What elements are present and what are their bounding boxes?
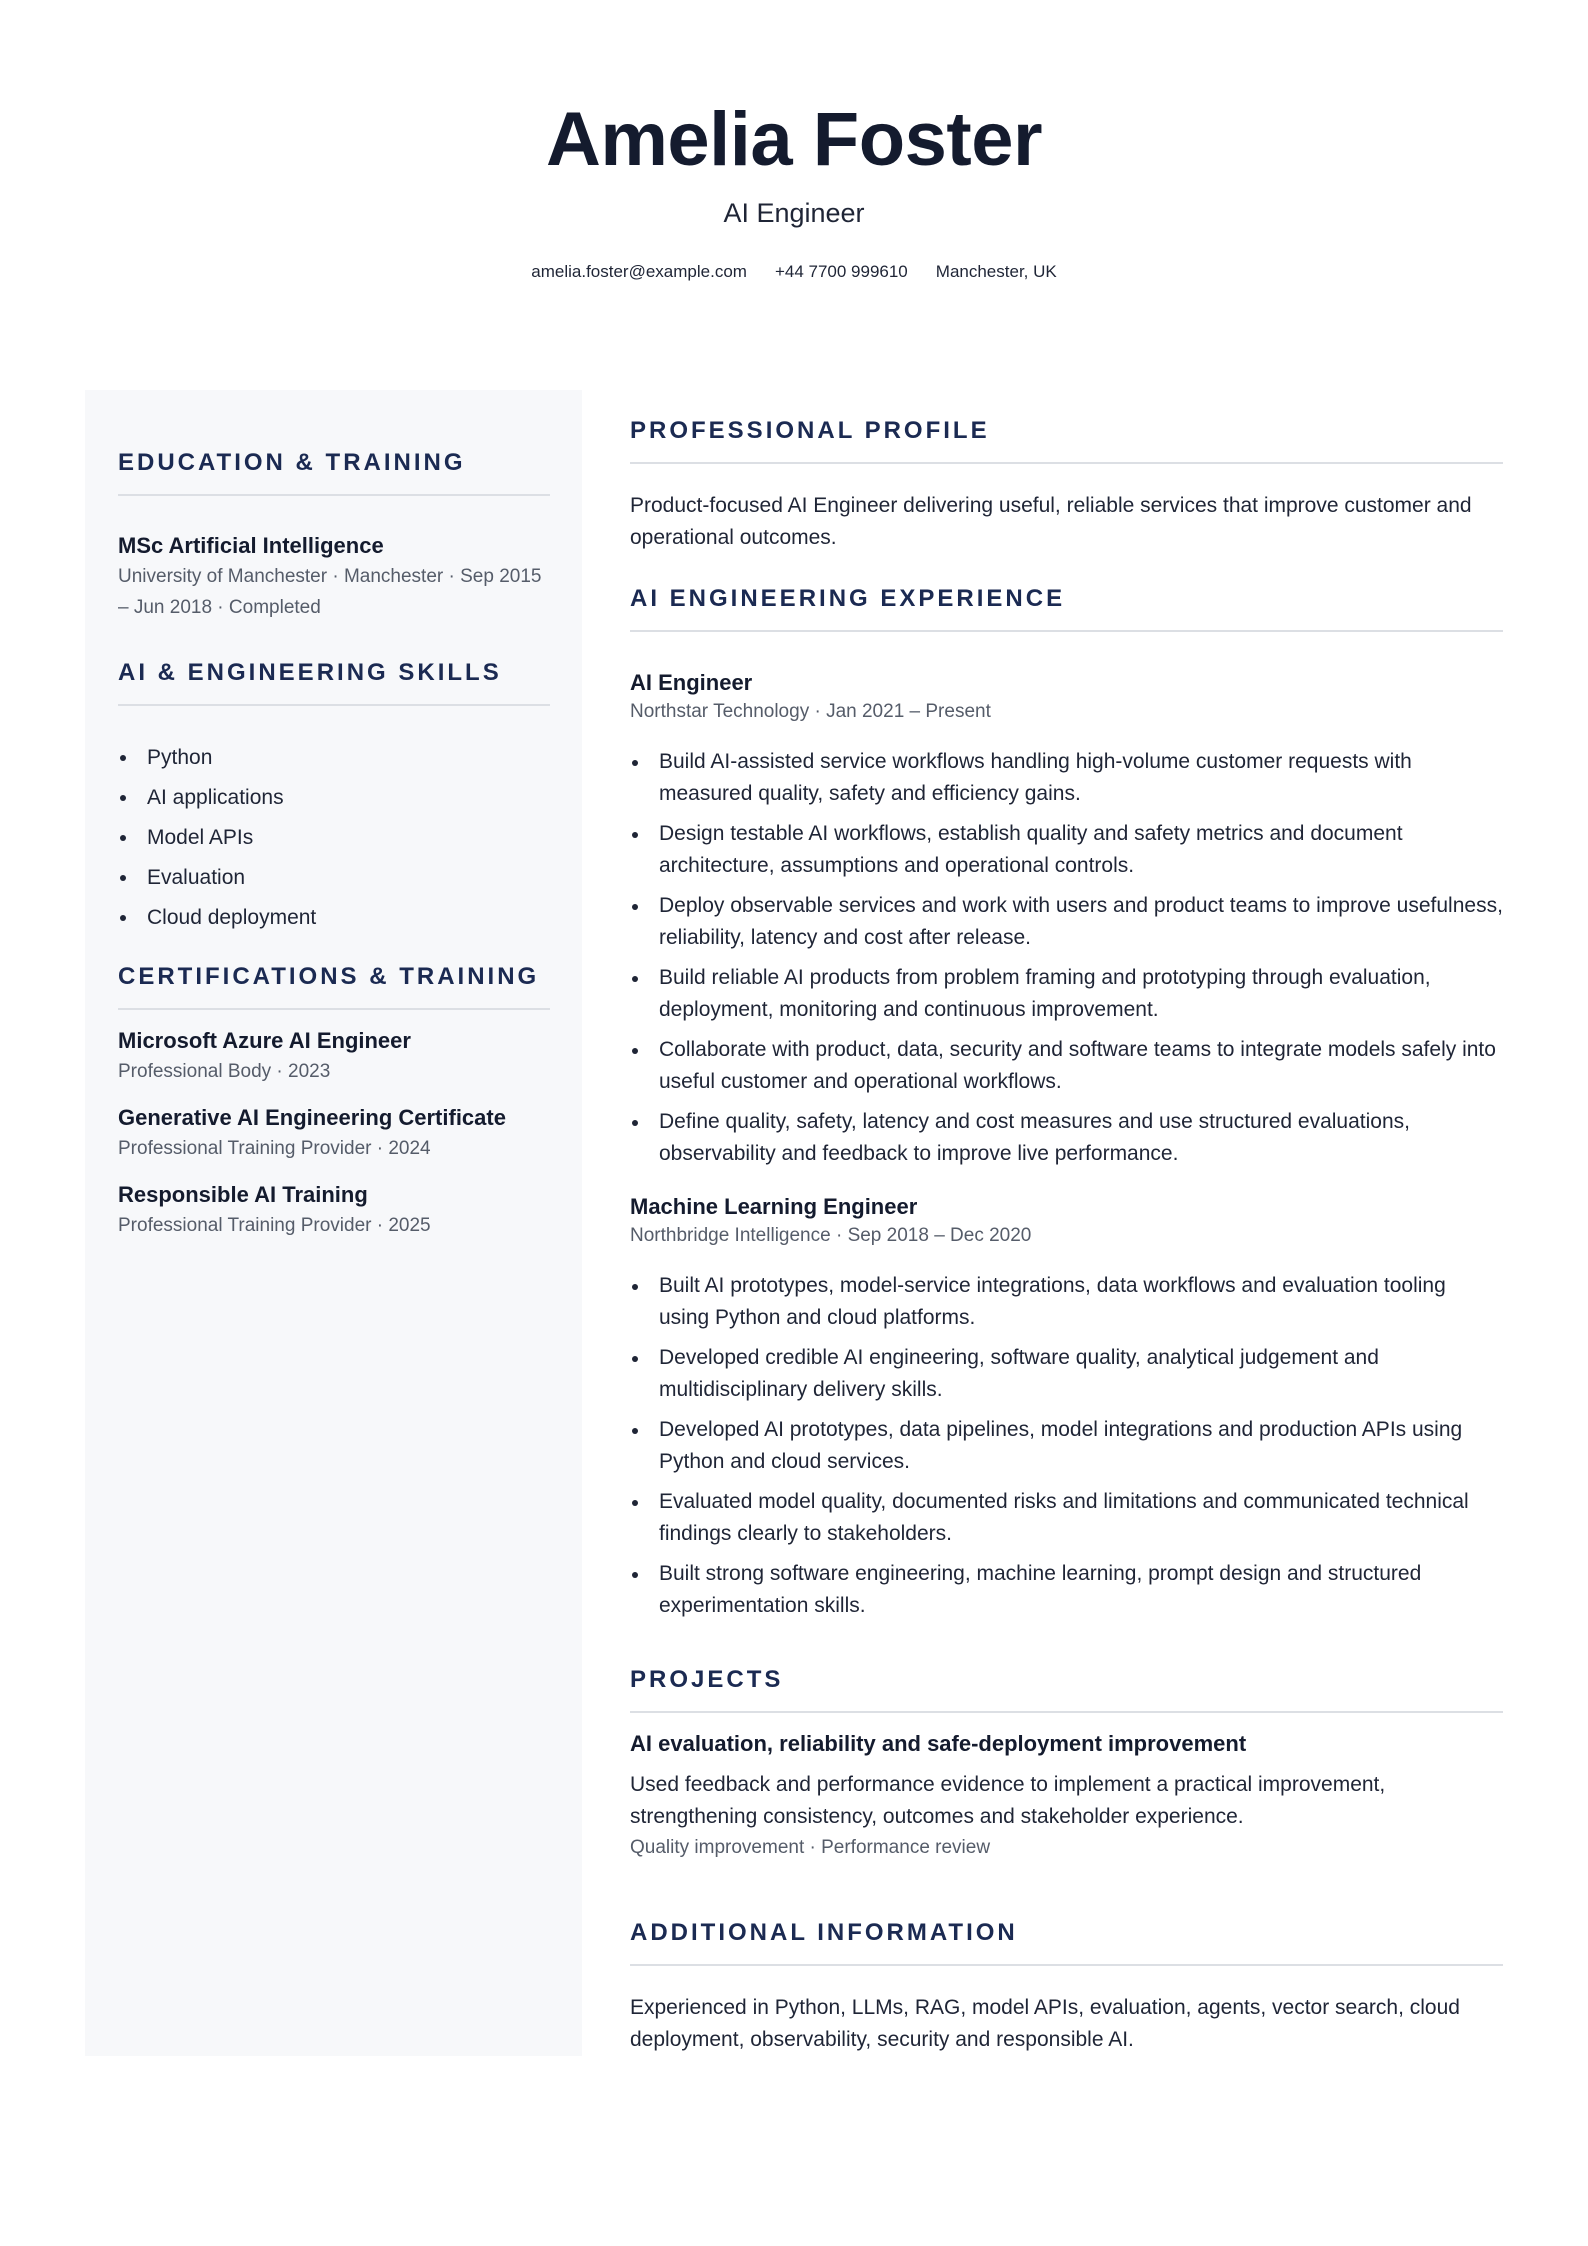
job-bullet: Design testable AI workflows, establish quality and safety metrics and document architecture, assumptions and operational controls. <box>630 818 1503 882</box>
bullet-icon <box>632 904 638 910</box>
section-divider <box>118 704 550 706</box>
bullet-icon <box>120 875 126 881</box>
skill-item: AI applications <box>118 778 550 818</box>
job-title: AI Engineer <box>630 670 753 695</box>
job-bullet: Build AI-assisted service workflows handling high-volume customer requests with measured quality, safety and efficiency gains. <box>630 746 1503 810</box>
job-bullet: Developed AI prototypes, data pipelines, model integrations and production APIs using Python and cloud services. <box>630 1414 1503 1478</box>
profile-section <box>630 416 1503 554</box>
section-divider <box>118 494 550 496</box>
profile-heading: PROFESSIONAL PROFILE <box>630 417 990 444</box>
certification-title: Generative AI Engineering Certificate <box>118 1105 506 1130</box>
bullet-icon <box>632 1120 638 1126</box>
skill-item: Model APIs <box>118 818 550 858</box>
job-bullet: Collaborate with product, data, security and software teams to integrate models safely into useful customer and operational workflows. <box>630 1034 1503 1098</box>
job-entry <box>630 1192 1503 1622</box>
job-meta: Northstar Technology · Jan 2021 – Present <box>630 701 991 722</box>
skill-item: Evaluation <box>118 858 550 898</box>
bullet-icon <box>632 1572 638 1578</box>
contact-email[interactable]: amelia.foster@example.com <box>531 262 747 281</box>
project-title: AI evaluation, reliability and safe-deployment improvement <box>630 1731 1247 1756</box>
skill-item: Python <box>118 738 550 778</box>
section-divider <box>118 1008 550 1010</box>
education-details-line-1: University of Manchester · Manchester · Sep 2015 <box>118 566 542 587</box>
job-bullets <box>630 1270 1503 1622</box>
contact-phone[interactable]: +44 7700 999610 <box>774 262 908 281</box>
certification-item <box>118 1026 550 1087</box>
section-divider <box>630 630 1503 632</box>
additional-section <box>630 1918 1503 2056</box>
section-divider <box>630 1711 1503 1713</box>
bullet-icon <box>632 1356 638 1362</box>
skills-list <box>118 738 550 938</box>
job-bullet: Deploy observable services and work with users and product teams to improve usefulness, reliability, latency and cost after release. <box>630 890 1503 954</box>
additional-text: Experienced in Python, LLMs, RAG, model APIs, evaluation, agents, vector search, cloud deployment, observability, security and responsible AI. <box>630 1996 1460 2051</box>
job-bullet: Built AI prototypes, model-service integrations, data workflows and evaluation tooling using Python and cloud platforms. <box>630 1270 1503 1334</box>
bullet-icon <box>632 976 638 982</box>
project-description: Used feedback and performance evidence to implement a practical improvement, strengthening consistency, outcomes and stakeholder experience. <box>630 1773 1386 1828</box>
bullet-icon <box>632 1428 638 1434</box>
certifications-section <box>118 962 550 1241</box>
job-entry <box>630 668 1503 1170</box>
bullet-icon <box>120 835 126 841</box>
project-tags: Quality improvement · Performance review <box>630 1837 991 1858</box>
job-bullet: Built strong software engineering, machine learning, prompt design and structured experimentation skills. <box>630 1558 1503 1622</box>
bullet-icon <box>632 1284 638 1290</box>
job-title: Machine Learning Engineer <box>630 1194 918 1219</box>
education-details-line-2: – Jun 2018 · Completed <box>118 597 321 618</box>
projects-section <box>630 1665 1503 1863</box>
job-bullet: Define quality, safety, latency and cost measures and use structured evaluations, observability and feedback to improve live performance. <box>630 1106 1503 1170</box>
bullet-icon <box>632 1048 638 1054</box>
profile-summary: Product-focused AI Engineer delivering useful, reliable services that improve customer and operational outcomes. <box>630 494 1472 549</box>
education-section <box>118 448 550 623</box>
job-meta: Northbridge Intelligence · Sep 2018 – Dec 2020 <box>630 1225 1032 1246</box>
job-bullet: Evaluated model quality, documented risks and limitations and communicated technical findings clearly to stakeholders. <box>630 1486 1503 1550</box>
certification-item <box>118 1103 550 1164</box>
contact-line <box>0 260 1588 284</box>
certification-title: Responsible AI Training <box>118 1182 368 1207</box>
bullet-icon <box>632 1500 638 1506</box>
experience-section <box>630 584 1503 1622</box>
sidebar <box>85 390 582 2056</box>
candidate-title: AI Engineer <box>723 198 865 228</box>
skill-item: Cloud deployment <box>118 898 550 938</box>
job-bullet: Build reliable AI products from problem framing and prototyping through evaluation, deployment, monitoring and continuous improvement. <box>630 962 1503 1026</box>
bullet-icon <box>120 755 126 761</box>
skills-section <box>118 658 550 938</box>
candidate-name: Amelia Foster <box>545 97 1043 182</box>
job-bullet: Developed credible AI engineering, software quality, analytical judgement and multidisciplinary delivery skills. <box>630 1342 1503 1406</box>
projects-heading: PROJECTS <box>630 1666 784 1693</box>
job-bullets <box>630 746 1503 1170</box>
bullet-icon <box>120 915 126 921</box>
additional-heading: ADDITIONAL INFORMATION <box>630 1919 1018 1946</box>
certification-meta: Professional Body · 2023 <box>118 1061 331 1082</box>
bullet-icon <box>120 795 126 801</box>
section-divider <box>630 1964 1503 1966</box>
experience-heading: AI ENGINEERING EXPERIENCE <box>630 585 1066 612</box>
certification-title: Microsoft Azure AI Engineer <box>118 1028 411 1053</box>
education-heading: EDUCATION & TRAINING <box>118 449 466 476</box>
section-divider <box>630 462 1503 464</box>
bullet-icon <box>632 760 638 766</box>
certification-item <box>118 1180 550 1241</box>
certification-meta: Professional Training Provider · 2024 <box>118 1138 431 1159</box>
education-degree: MSc Artificial Intelligence <box>118 533 384 558</box>
certifications-heading: CERTIFICATIONS & TRAINING <box>118 963 540 990</box>
bullet-icon <box>632 832 638 838</box>
certification-meta: Professional Training Provider · 2025 <box>118 1215 431 1236</box>
skills-heading: AI & ENGINEERING SKILLS <box>118 659 502 686</box>
contact-location: Manchester, UK <box>935 262 1057 281</box>
